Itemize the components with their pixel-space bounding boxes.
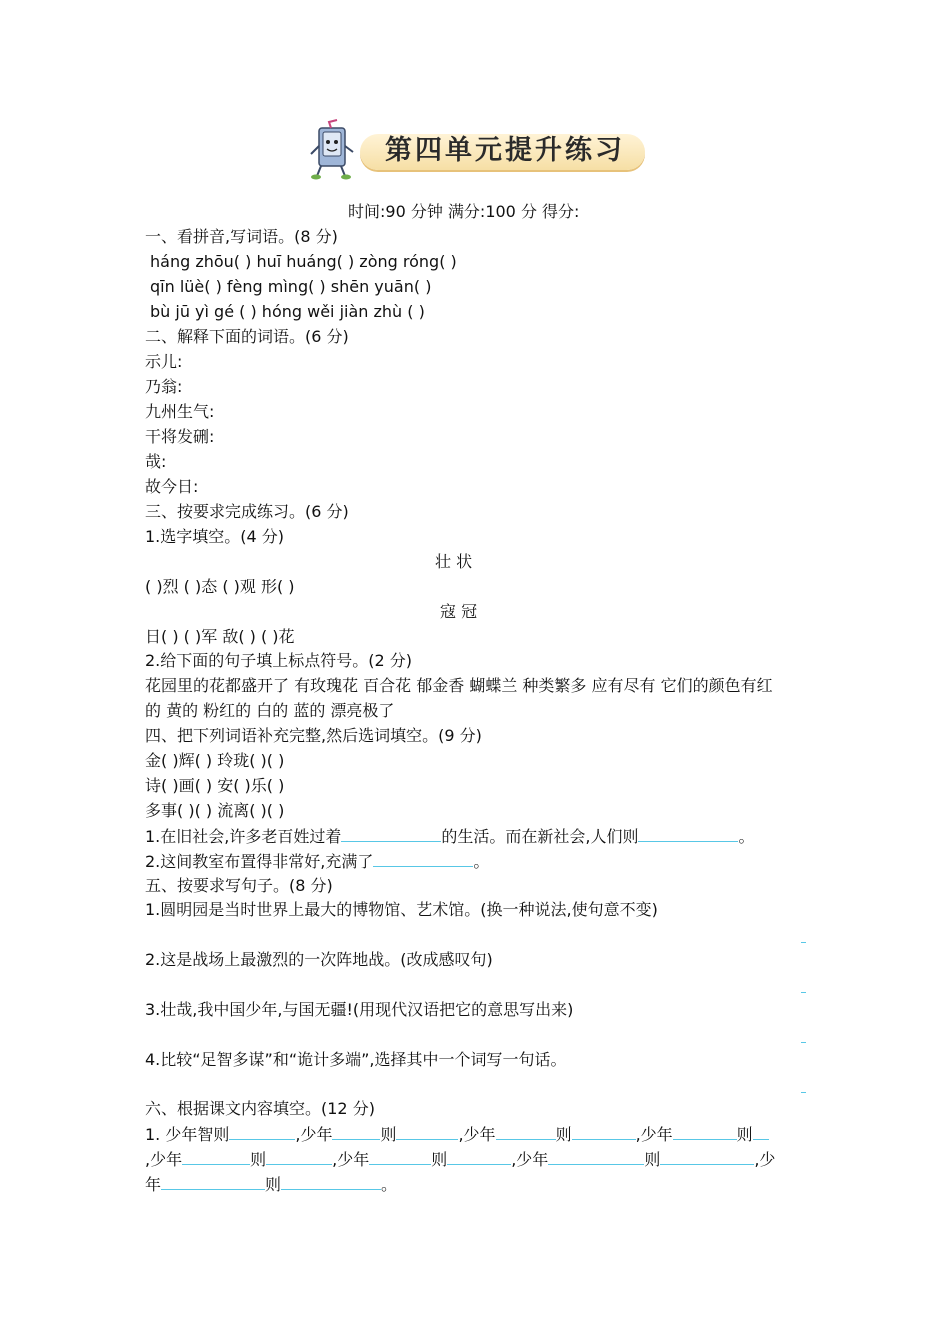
- answer-line-mark: [801, 1092, 806, 1093]
- recite-fill-line-1: 1. 少年智则 ,少年 则 ,少年 则 ,少年 则: [145, 1123, 769, 1146]
- recite-fill-line-2: ,少年 则 ,少年 则 ,少年 则 ,少: [145, 1150, 776, 1169]
- answer-blank[interactable]: [673, 1123, 737, 1140]
- exam-meta: 时间:90 分钟 满分:100 分 得分:: [348, 202, 580, 221]
- question-5-2: 2.这是战场上最激烈的一次阵地战。(改成感叹句): [145, 950, 493, 969]
- answer-blank[interactable]: [660, 1148, 754, 1165]
- term-item: 故今日:: [145, 477, 199, 496]
- answer-blank[interactable]: [396, 1123, 458, 1140]
- title-banner: [305, 118, 650, 180]
- section-4-heading: 四、把下列词语补充完整,然后选词填空。(9 分): [145, 726, 482, 745]
- section-2-heading: 二、解释下面的词语。(6 分): [145, 327, 349, 346]
- question-3-1: 1.选字填空。(4 分): [145, 527, 285, 546]
- answer-line-mark: [801, 942, 806, 943]
- char-choice-pair-1: 壮 状: [435, 552, 473, 571]
- pinyin-row-1: háng zhōu( ) huī huáng( ) zòng róng( ): [150, 252, 457, 271]
- term-item: 哉:: [145, 452, 167, 471]
- answer-blank[interactable]: [332, 1123, 380, 1140]
- answer-blank[interactable]: [638, 825, 738, 842]
- section-5-heading: 五、按要求写句子。(8 分): [145, 876, 333, 895]
- term-item: 九州生气:: [145, 402, 215, 421]
- answer-blank[interactable]: [229, 1123, 295, 1140]
- answer-blank[interactable]: [281, 1173, 381, 1190]
- answer-blank[interactable]: [266, 1148, 332, 1165]
- punctuation-sentence-line-2: 的 黄的 粉红的 白的 蓝的 漂亮极了: [145, 701, 395, 720]
- term-item: 示儿:: [145, 352, 183, 371]
- pinyin-row-2: qīn lüè( ) fèng mìng( ) shēn yuān( ): [150, 277, 432, 296]
- pinyin-row-3: bù jū yì gé ( ) hóng wěi jiàn zhù ( ): [150, 302, 425, 321]
- answer-blank[interactable]: [373, 850, 473, 867]
- answer-blank[interactable]: [369, 1148, 431, 1165]
- question-5-3: 3.壮哉,我中国少年,与国无疆!(用现代汉语把它的意思写出来): [145, 1000, 574, 1019]
- answer-blank[interactable]: [753, 1123, 769, 1140]
- fill-sentence-1: 1.在旧社会,许多老百姓过着 的生活。而在新社会,人们则 。: [145, 827, 755, 846]
- section-1-heading: 一、看拼音,写词语。(8 分): [145, 227, 338, 246]
- question-5-4: 4.比较“足智多谋”和“诡计多端”,选择其中一个词写一句话。: [145, 1050, 567, 1069]
- question-5-1: 1.圆明园是当时世界上最大的博物馆、艺术馆。(换一种说法,使句意不变): [145, 900, 658, 919]
- answer-blank[interactable]: [447, 1148, 511, 1165]
- answer-blank[interactable]: [572, 1123, 636, 1140]
- book-mascot-icon: [305, 118, 361, 180]
- answer-blank[interactable]: [182, 1148, 250, 1165]
- answer-blank[interactable]: [161, 1173, 265, 1190]
- idiom-row-2: 诗( )画( ) 安( )乐( ): [145, 776, 285, 795]
- term-item: 干将发硎:: [145, 427, 215, 446]
- question-3-2: 2.给下面的句子填上标点符号。(2 分): [145, 651, 413, 670]
- char-fill-line-1: ( )烈 ( )态 ( )观 形( ): [145, 577, 295, 596]
- answer-line-mark: [801, 1042, 806, 1043]
- fill-sentence-2: 2.这间教室布置得非常好,充满了 。: [145, 852, 490, 871]
- answer-blank[interactable]: [341, 825, 441, 842]
- term-item: 乃翁:: [145, 377, 183, 396]
- answer-blank[interactable]: [548, 1148, 644, 1165]
- char-fill-line-2: 日( ) ( )军 敌( ) ( )花: [145, 627, 295, 646]
- punctuation-sentence-line-1: 花园里的花都盛开了 有玫瑰花 百合花 郁金香 蝴蝶兰 种类繁多 应有尽有 它们的颜色有红: [145, 676, 773, 695]
- idiom-row-1: 金( )辉( ) 玲珑( )( ): [145, 751, 285, 770]
- recite-fill-line-3: 年 则 。: [145, 1175, 398, 1194]
- section-3-heading: 三、按要求完成练习。(6 分): [145, 502, 349, 521]
- char-choice-pair-2: 寇 冠: [440, 602, 478, 621]
- idiom-row-3: 多事( )( ) 流离( )( ): [145, 801, 285, 820]
- section-6-heading: 六、根据课文内容填空。(12 分): [145, 1099, 375, 1118]
- page-title: 第四单元提升练习: [385, 135, 625, 166]
- answer-line-mark: [801, 992, 806, 993]
- answer-blank[interactable]: [496, 1123, 556, 1140]
